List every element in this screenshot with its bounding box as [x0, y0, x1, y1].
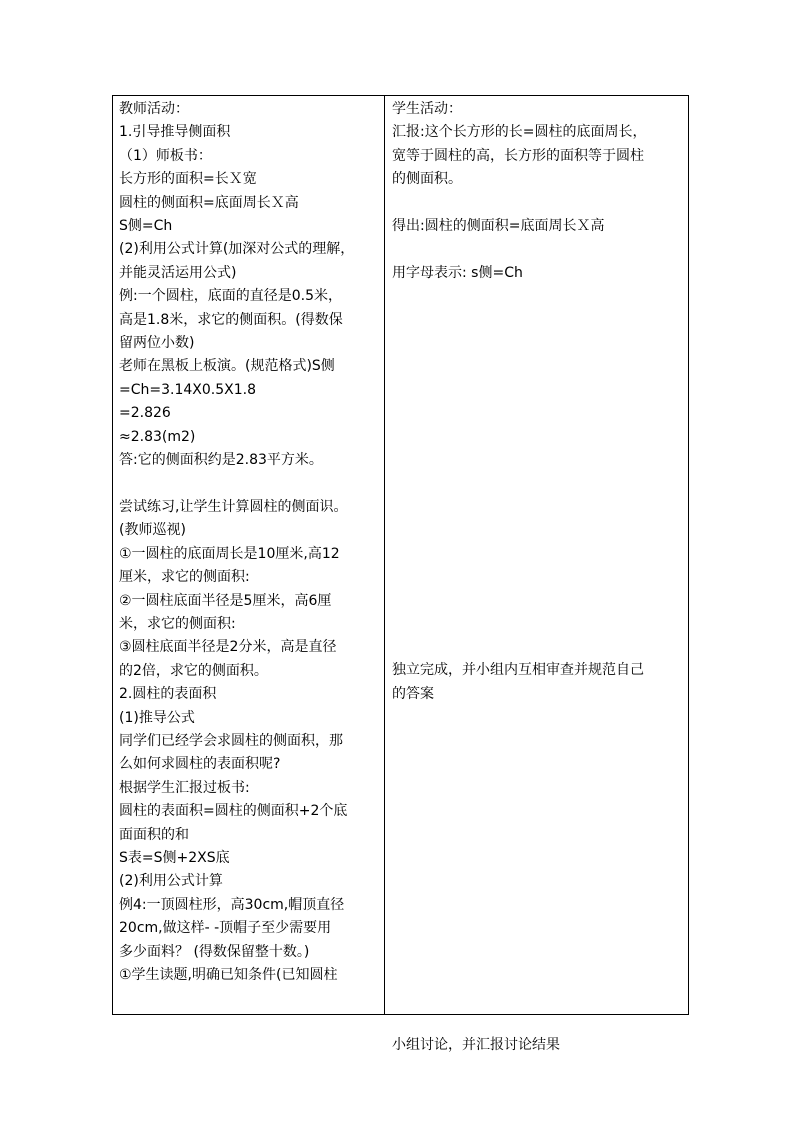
student-activity-line: 的答案 [392, 685, 434, 702]
student-activity-line: 用字母表示: s侧=Ch [392, 264, 523, 281]
teacher-activity-line: S表=S侧+2XS底 [119, 849, 230, 866]
student-activity-line [392, 238, 684, 261]
teacher-activity-line: 例:一个圆柱，底面的直径是0.5米， [119, 288, 342, 305]
student-activity-line [392, 823, 684, 846]
teacher-activity-line: 根据学生汇报过板书: [119, 779, 250, 796]
teacher-activity-line: 长方形的面积=长Ｘ宽 [119, 171, 257, 188]
student-activity-line [392, 309, 684, 332]
teacher-activity-line: 高是1.8米，求它的侧面积。(得数保 [119, 311, 343, 328]
teacher-activity-line: =2.826 [119, 405, 171, 422]
teacher-activity-line: ③圆柱底面半径是2分米，高是直径 [119, 639, 337, 656]
student-activity-line [392, 964, 684, 987]
teacher-activity-line: (教师巡视) [119, 522, 186, 539]
student-activity-line [392, 472, 684, 495]
teacher-activity-line: 米，求它的侧面积: [119, 615, 236, 632]
student-activity-line: 小组讨论，并汇报讨论结果 [392, 1036, 560, 1053]
student-activity-line [392, 1010, 684, 1033]
student-activity-line [392, 776, 684, 799]
teacher-activity-line: (2)利用公式计算(加深对公式的理解， [119, 241, 355, 258]
student-activity-line [392, 355, 684, 378]
teacher-activity-line: ②一圆柱底面半径是5厘米，高6厘 [119, 592, 332, 609]
student-activity-line [392, 192, 684, 215]
teacher-activity-line: 厘米，求它的侧面积: [119, 569, 250, 586]
student-activity-line [392, 893, 684, 916]
student-activity-line: 学生活动： [392, 101, 462, 117]
student-activity-line [392, 917, 684, 940]
teacher-activity-line: 多少面料？ (得数保留整十数。) [119, 943, 310, 960]
teacher-activity-line: 并能灵活运用公式) [119, 264, 237, 281]
teacher-activity-line: 例4:一顶圆柱形，高30cm,帽顶直径 [119, 896, 345, 913]
student-activity-line: 汇报:这个长方形的长=圆柱的底面周长， [392, 124, 647, 141]
student-activity-line [392, 706, 684, 729]
student-activity-line [392, 379, 684, 402]
student-activity-line: 独立完成，并小组内互相审查并规范自己 [392, 662, 644, 679]
student-activity-line [392, 613, 684, 636]
student-activity-line [392, 730, 684, 753]
teacher-activity-line: 的2倍，求它的侧面积。 [119, 662, 268, 679]
teacher-activity-line: 2.圆柱的表面积 [119, 686, 217, 703]
student-activity-line: 得出:圆柱的侧面积=底面周长Ｘ高 [392, 218, 605, 235]
teacher-activity-line: 圆柱的侧面积=底面周长Ｘ高 [119, 194, 299, 211]
student-activity-line: 的侧面积。 [392, 171, 462, 188]
teacher-activity-line: 答:它的侧面积约是2.83平方米。 [119, 452, 323, 469]
teacher-activity-line: ①学生读题,明确已知条件(已知圆柱 [119, 967, 338, 984]
student-activity-line [392, 543, 684, 566]
student-activity-line: 宽等于圆柱的高，长方形的面积等于圆柱 [392, 147, 644, 164]
student-activity-line [392, 402, 684, 425]
teacher-activity-column [113, 96, 385, 1014]
teacher-activity-line: 面面积的和 [119, 826, 189, 843]
teacher-activity-line: 留两位小数) [119, 335, 195, 352]
teacher-activity-line: ①一圆柱的底面周长是10厘米,高12 [119, 545, 340, 562]
lesson-table [112, 95, 689, 1053]
student-activity-line [392, 496, 684, 519]
teacher-activity-line: (1)推导公式 [119, 709, 195, 726]
teacher-activity-line: 教师活动： [119, 101, 189, 117]
student-activity-line [392, 566, 684, 589]
student-activity-line [392, 285, 684, 308]
teacher-activity-line [119, 473, 380, 496]
teacher-activity-line: (2)利用公式计算 [119, 873, 223, 890]
student-activity-line [392, 426, 684, 449]
teacher-activity-line: =Ch=3.14X0.5X1.8 [119, 381, 256, 398]
student-activity-line [392, 449, 684, 472]
teacher-activity-line: （1）师板书： [119, 147, 212, 164]
student-activity-line [392, 753, 684, 776]
teacher-activity-line: 么如何求圆柱的表面积呢? [119, 756, 281, 773]
student-activity-line [392, 870, 684, 893]
teacher-activity-line: S侧=Ch [119, 218, 173, 235]
student-activity-line [392, 636, 684, 659]
teacher-activity-line: ≈2.83(m2) [119, 428, 196, 445]
teacher-activity-line: 同学们已经学会求圆柱的侧面积，那 [119, 732, 343, 749]
teacher-activity-line: 老师在黑板上板演。(规范格式)S侧 [119, 358, 335, 375]
student-activity-line [392, 800, 684, 823]
student-activity-line [392, 987, 684, 1010]
teacher-activity-line: 尝试练习,让学生计算圆柱的侧面识。 [119, 498, 348, 515]
student-activity-line [392, 847, 684, 870]
student-activity-column [385, 96, 688, 1053]
teacher-activity-line: 圆柱的表面积=圆柱的侧面积+2个底 [119, 803, 348, 820]
teacher-activity-line: 1.引导推导侧面积 [119, 124, 231, 141]
teacher-activity-line: 20cm,做这样- -顶帽子至少需要用 [119, 920, 332, 937]
student-activity-line [392, 589, 684, 612]
student-activity-line [392, 940, 684, 963]
student-activity-line [392, 332, 684, 355]
student-activity-line [392, 519, 684, 542]
